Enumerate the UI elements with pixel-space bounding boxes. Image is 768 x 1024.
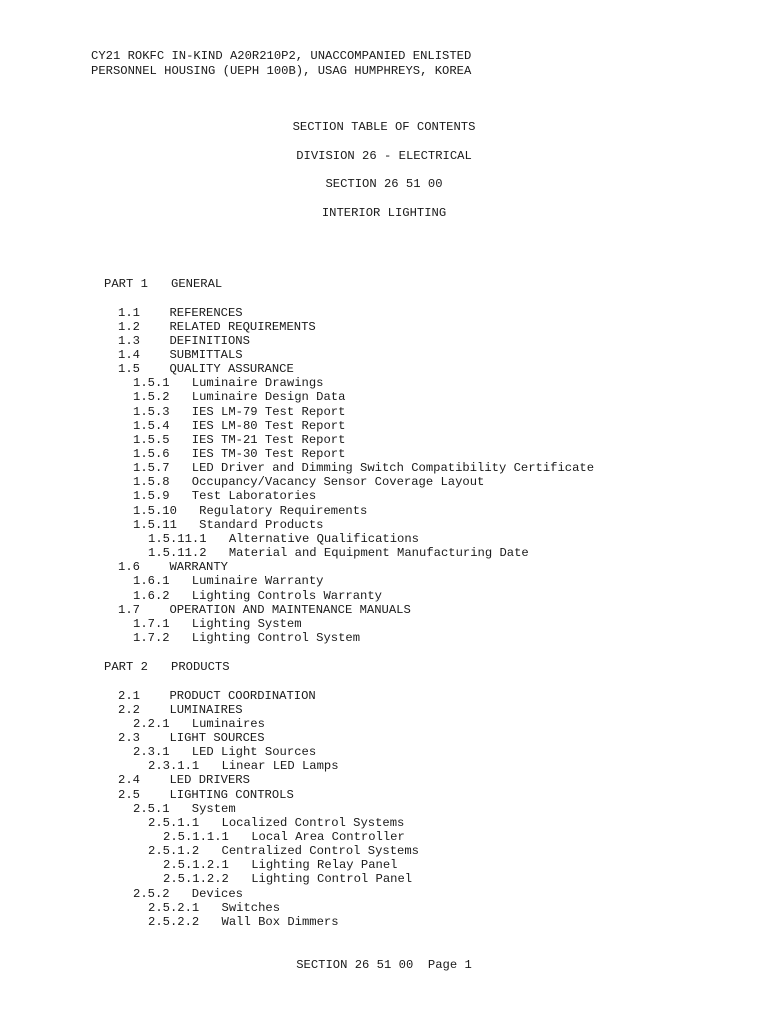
toc-entry	[133, 405, 345, 419]
toc-entry-title: Lighting Control Panel	[251, 872, 413, 887]
project-header	[91, 49, 471, 79]
toc-entry-number: 2.5.2	[133, 886, 170, 901]
toc-entry	[118, 362, 294, 376]
part-label: PART 1	[104, 277, 148, 291]
toc-entry-title: SUBMITTALS	[169, 347, 243, 362]
toc-entry-title: Luminaires	[191, 716, 265, 731]
toc-entry	[133, 433, 345, 447]
toc-entry	[118, 334, 250, 348]
toc-entry-title: Lighting Relay Panel	[251, 858, 398, 873]
section-name: INTERIOR LIGHTING	[321, 206, 447, 220]
division-title: DIVISION 26 - ELECTRICAL	[296, 149, 472, 163]
toc-entry	[148, 844, 419, 858]
toc-entry	[133, 489, 316, 503]
toc-entry-title: IES TM-30 Test Report	[191, 447, 346, 461]
toc-entry-number: 2.5.1.2.1	[163, 858, 229, 873]
toc-entry-title: LED Light Sources	[191, 745, 317, 760]
toc-entry	[133, 617, 302, 631]
toc-entry	[148, 915, 339, 929]
toc-entry	[148, 816, 404, 830]
toc-entry-title: WARRANTY	[169, 560, 228, 575]
toc-entry-title: OPERATION AND MAINTENANCE MANUALS	[169, 602, 411, 617]
toc-entry	[133, 376, 323, 390]
toc-entry-title: Localized Control Systems	[221, 815, 405, 830]
toc-entry-title: Luminaire Drawings	[191, 376, 324, 391]
toc-entry-number: 2.5.1	[133, 801, 170, 816]
toc-entry	[148, 759, 339, 773]
toc-entry-title: REFERENCES	[169, 305, 243, 320]
toc-entry	[118, 348, 243, 362]
toc-entry	[118, 731, 265, 745]
toc-entry-number: 1.1	[118, 305, 140, 320]
toc-entry-title: Lighting System	[191, 616, 302, 631]
toc-entry-title: PRODUCT COORDINATION	[169, 688, 316, 703]
toc-entry-title: IES LM-80 Test Report	[191, 418, 346, 433]
toc-entry	[118, 320, 316, 334]
toc-entry-number: 2.4	[118, 773, 140, 788]
toc-entry-number: 2.5.1.2.2	[163, 872, 229, 887]
toc-entry	[133, 504, 367, 518]
toc-entry-number: 1.5.11.1	[148, 531, 207, 546]
toc-entry	[118, 603, 411, 617]
project-header-line-2: PERSONNEL HOUSING (UEPH 100B), USAG HUMPHREYS, KOREA	[91, 64, 472, 78]
toc-entry-number: 1.6.2	[133, 588, 170, 603]
part-label: PART 2	[104, 660, 148, 674]
toc-entry-number: 1.5.9	[133, 489, 170, 504]
toc-entry	[118, 703, 243, 717]
toc-entry-number: 1.7	[118, 602, 140, 617]
toc-entry-number: 2.3.1.1	[148, 759, 200, 774]
toc-entry	[133, 745, 316, 759]
toc-entry-title: LED Driver and Dimming Switch Compatibility Certificate	[191, 461, 595, 476]
toc-entry-number: 1.6	[118, 560, 140, 575]
toc-entry	[133, 887, 243, 901]
toc-entry-number: 2.5.2.2	[148, 914, 200, 929]
toc-entry-title: Regulatory Requirements	[199, 503, 368, 518]
toc-entry	[148, 901, 280, 915]
toc-title: SECTION TABLE OF CONTENTS	[292, 120, 476, 134]
toc-entry	[118, 560, 228, 574]
toc-entry-title: Centralized Control Systems	[221, 844, 419, 859]
part-title: GENERAL	[171, 277, 223, 291]
toc-entry	[133, 475, 484, 489]
toc-entry-number: 1.5.11.2	[148, 546, 207, 561]
toc-entry-number: 1.5.11	[133, 517, 177, 532]
section-number: SECTION 26 51 00	[325, 177, 443, 191]
toc-entry	[133, 390, 345, 404]
toc-entry-number: 2.5.1.1.1	[163, 830, 229, 844]
toc-entry-number: 1.5	[118, 362, 140, 377]
toc-entry-title: Luminaire Warranty	[191, 574, 324, 589]
toc-entry-number: 1.5.8	[133, 475, 170, 490]
toc-entry-number: 1.5.6	[133, 447, 170, 461]
part-heading	[104, 660, 230, 674]
toc-entry-number: 1.7.2	[133, 630, 170, 645]
toc-entry-number: 2.5.2.1	[148, 900, 200, 915]
toc-entry-title: DEFINITIONS	[169, 333, 250, 348]
toc-entry	[133, 589, 382, 603]
toc-entry	[118, 773, 250, 787]
toc-entry-title: Test Laboratories	[191, 489, 317, 504]
toc-entry-title: RELATED REQUIREMENTS	[169, 319, 316, 334]
toc-entry-title: System	[191, 801, 236, 816]
toc-entry-number: 2.3	[118, 730, 140, 745]
toc-entry-title: Wall Box Dimmers	[221, 914, 339, 929]
toc-entry	[148, 546, 529, 560]
toc-entry-number: 2.5.1.2	[148, 844, 200, 859]
part-heading	[104, 277, 222, 291]
toc-entry	[118, 788, 294, 802]
toc-entry-number: 2.5	[118, 787, 140, 802]
toc-entry-number: 2.2	[118, 702, 140, 717]
toc-entry-number: 1.5.5	[133, 432, 170, 447]
toc-entry-number: 1.5.1	[133, 376, 170, 391]
toc-entry-title: Material and Equipment Manufacturing Date	[228, 546, 529, 561]
toc-entry	[133, 631, 360, 645]
toc-entry-title: Alternative Qualifications	[228, 531, 419, 546]
toc-entry	[148, 532, 419, 546]
page-footer: SECTION 26 51 00 Page 1	[296, 958, 472, 972]
toc-entry	[133, 419, 345, 433]
toc-entry-title: Linear LED Lamps	[221, 759, 339, 774]
toc-entry-number: 1.5.2	[133, 390, 170, 405]
toc-entry-number: 1.5.7	[133, 461, 170, 476]
toc-entry-number: 2.2.1	[133, 716, 170, 731]
toc-entry-title: Switches	[221, 900, 281, 915]
toc-entry-number: 2.5.1.1	[148, 815, 200, 830]
project-header-line-1: CY21 ROKFC IN-KIND A20R210P2, UNACCOMPANIED ENLISTED	[91, 49, 472, 63]
toc-entry	[133, 447, 345, 461]
toc-entry-title: Standard Products	[199, 517, 324, 532]
toc-entry	[163, 830, 405, 844]
toc-entry	[133, 574, 323, 588]
toc-entry	[118, 306, 243, 320]
part-title: PRODUCTS	[171, 660, 230, 674]
toc-entry-number: 1.4	[118, 347, 140, 362]
toc-entry	[133, 461, 594, 475]
toc-entry-title: IES TM-21 Test Report	[191, 432, 346, 447]
toc-entry-number: 2.3.1	[133, 745, 170, 760]
toc-entry-number: 2.1	[118, 688, 140, 703]
toc-entry	[133, 717, 265, 731]
toc-entry-number: 1.7.1	[133, 616, 170, 631]
toc-entry	[133, 518, 323, 532]
toc-entry-title: Local Area Controller	[251, 830, 405, 844]
toc-entry	[163, 872, 412, 886]
toc-entry-number: 1.5.3	[133, 404, 170, 419]
toc-entry-number: 1.3	[118, 333, 140, 348]
toc-entry-number: 1.5.10	[133, 503, 177, 518]
toc-entry	[163, 858, 397, 872]
toc-entry	[118, 689, 316, 703]
toc-entry-number: 1.2	[118, 319, 140, 334]
toc-entry-title: LED DRIVERS	[169, 773, 250, 788]
toc-entry-title: Lighting Control System	[191, 630, 361, 645]
toc-entry-title: QUALITY ASSURANCE	[169, 362, 294, 377]
toc-entry-title: Devices	[191, 886, 243, 901]
toc-entry-title: Lighting Controls Warranty	[191, 588, 382, 603]
toc-entry-title: Luminaire Design Data	[191, 390, 346, 405]
toc-entry	[133, 802, 236, 816]
toc-entry-number: 1.6.1	[133, 574, 170, 589]
toc-entry-title: LIGHTING CONTROLS	[169, 787, 294, 802]
toc-entry-title: Occupancy/Vacancy Sensor Coverage Layout	[191, 475, 485, 490]
toc-entry-number: 1.5.4	[133, 418, 170, 433]
toc-entry-title: LUMINAIRES	[169, 702, 243, 717]
toc-entry-title: LIGHT SOURCES	[169, 730, 265, 745]
toc-entry-title: IES LM-79 Test Report	[191, 404, 346, 419]
